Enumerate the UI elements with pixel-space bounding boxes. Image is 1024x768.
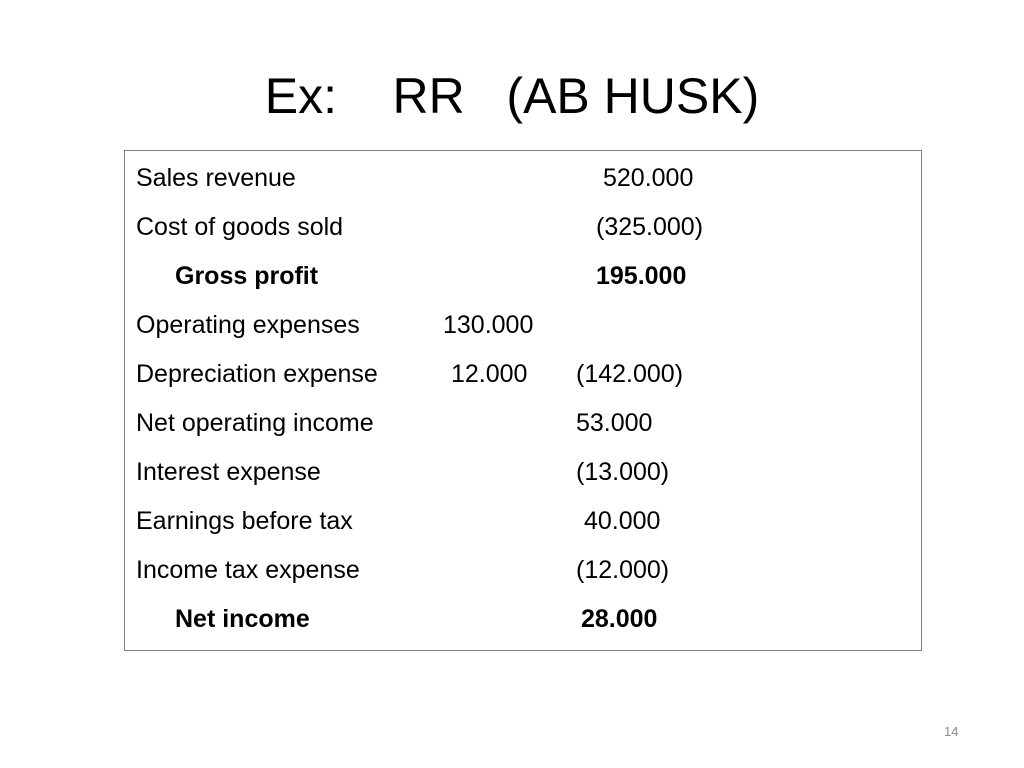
statement-row-interest-expense xyxy=(125,455,923,489)
row-value: (12.000) xyxy=(576,556,670,584)
statement-row-net-income xyxy=(125,602,923,636)
row-value: 28.000 xyxy=(581,605,658,633)
statement-row-gross-profit xyxy=(125,259,923,293)
row-label: Sales revenue xyxy=(136,164,296,192)
row-label: Cost of goods sold xyxy=(136,213,344,241)
row-label: Gross profit xyxy=(175,262,319,290)
row-label: Income tax expense xyxy=(136,556,360,584)
row-value: 53.000 xyxy=(576,409,653,437)
row-sub-value: 12.000 xyxy=(451,360,528,388)
row-label: Net income xyxy=(175,605,310,633)
statement-row-sales-revenue xyxy=(125,161,923,195)
row-label: Operating expenses xyxy=(136,311,360,339)
statement-row-operating-expenses xyxy=(125,308,923,342)
statement-row-earnings-before-tax xyxy=(125,504,923,538)
statement-row-depreciation-expense xyxy=(125,357,923,391)
row-label: Interest expense xyxy=(136,458,321,486)
statement-row-cost-of-goods-sold xyxy=(125,210,923,244)
row-value: (13.000) xyxy=(576,458,670,486)
row-label: Earnings before tax xyxy=(136,507,353,535)
statement-row-net-operating-income xyxy=(125,406,923,440)
row-label: Depreciation expense xyxy=(136,360,378,388)
row-value: 40.000 xyxy=(584,507,661,535)
row-value: (325.000) xyxy=(596,213,704,241)
row-value: 195.000 xyxy=(596,262,687,290)
income-statement-box xyxy=(124,150,922,651)
row-sub-value: 130.000 xyxy=(443,311,534,339)
slide-page-number: 14 xyxy=(944,724,959,739)
row-label: Net operating income xyxy=(136,409,374,437)
statement-row-income-tax-expense xyxy=(125,553,923,587)
row-value: (142.000) xyxy=(576,360,684,388)
slide-title: Ex: RR (AB HUSK) xyxy=(264,68,760,124)
row-value: 520.000 xyxy=(603,164,694,192)
